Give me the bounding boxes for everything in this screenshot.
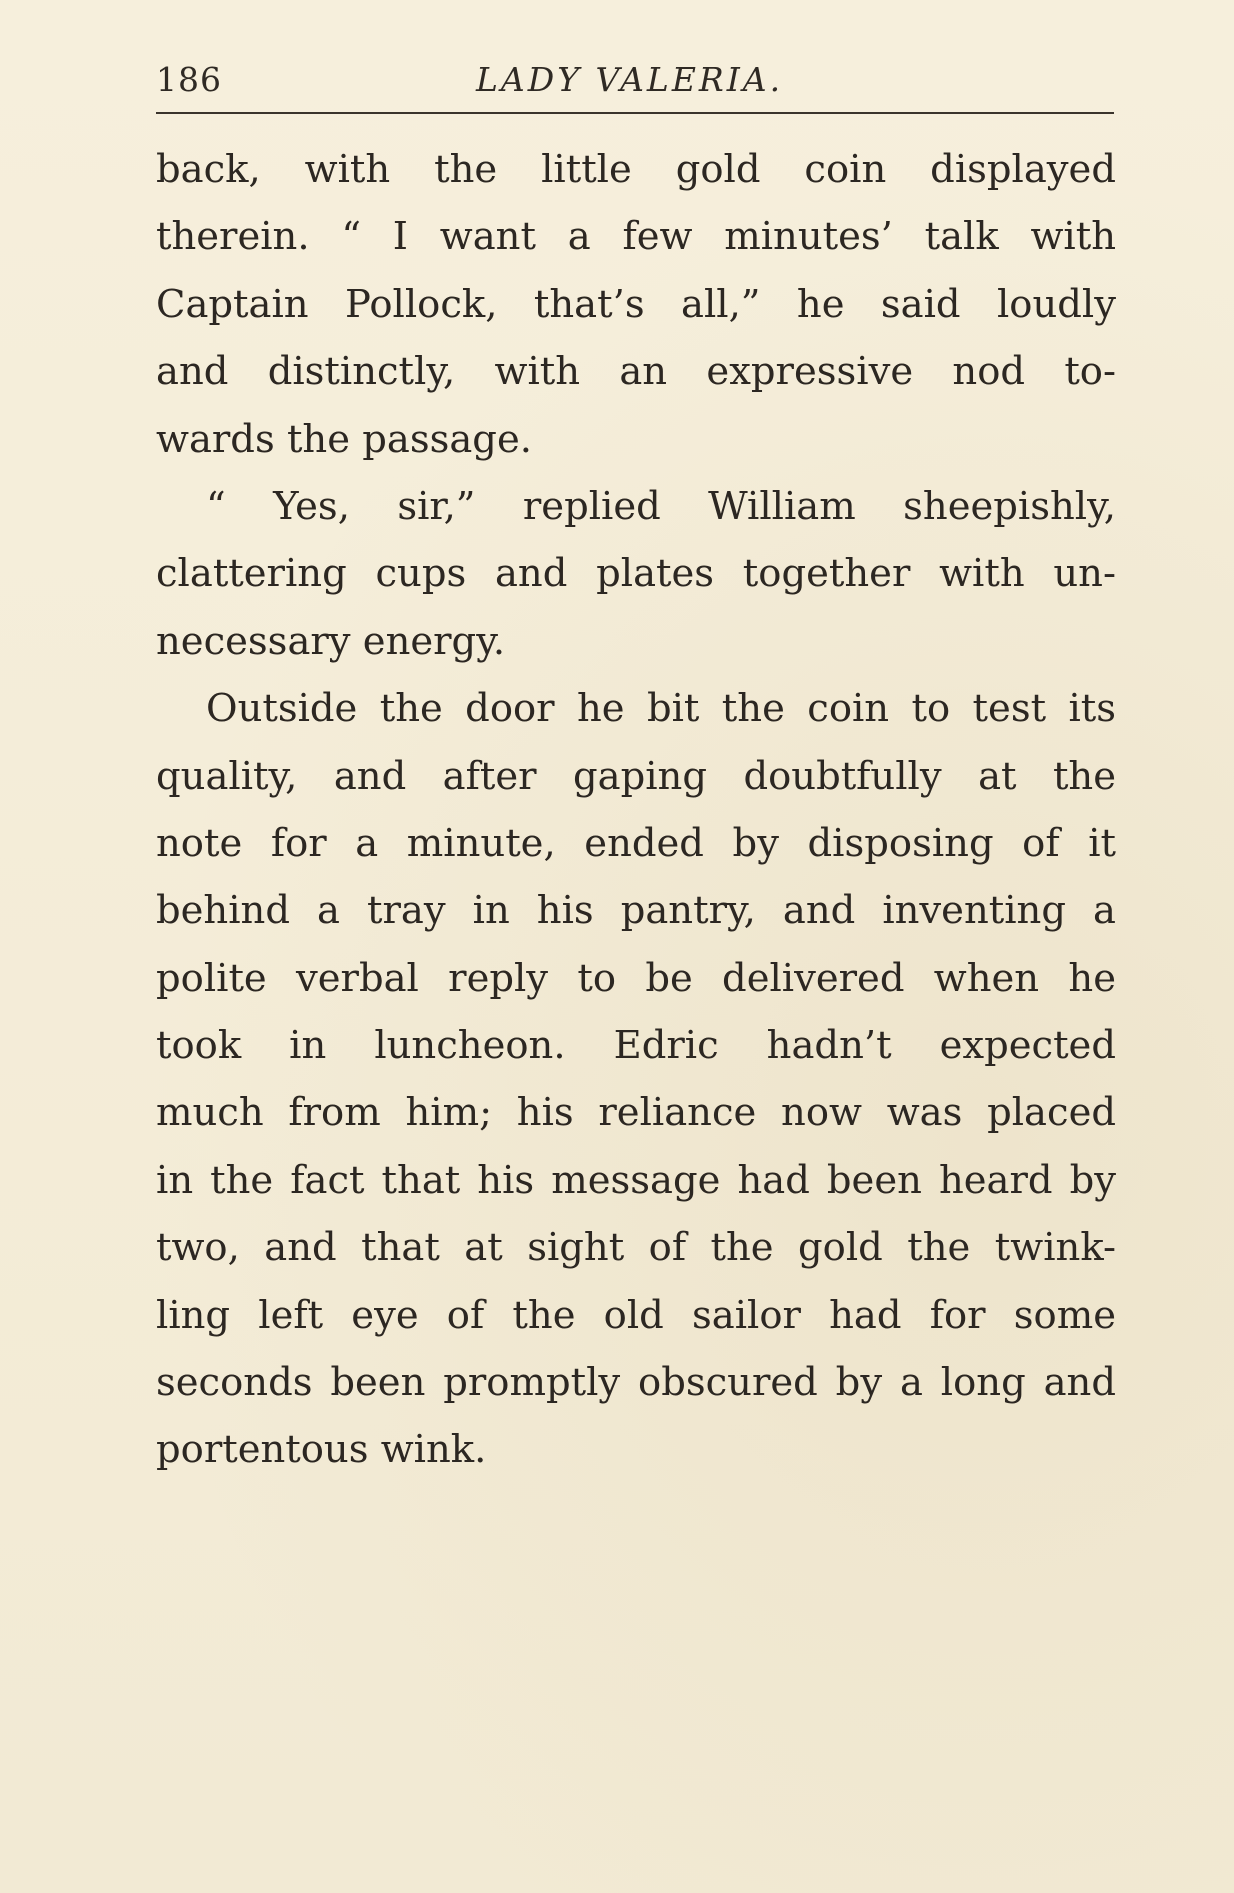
text-line: wards the passage. xyxy=(156,416,532,462)
text-line: therein. “ I want a few minutes’ talk with xyxy=(156,214,1116,260)
text-line: behind a tray in his pantry, and inventing a xyxy=(156,888,1116,934)
text-line: seconds been promptly obscured by a long and xyxy=(156,1360,1116,1406)
text-line: ling left eye of the old sailor had for some xyxy=(156,1292,1116,1338)
text-line: Captain Pollock, that’s all,” he said loudly xyxy=(156,281,1116,327)
text-line: portentous wink. xyxy=(156,1427,487,1473)
text-line: back, with the little gold coin displayed xyxy=(156,147,1116,192)
header-rule xyxy=(156,112,1114,114)
text-line: much from him; his reliance now was placed xyxy=(156,1090,1116,1136)
page-number: 186 xyxy=(156,60,222,99)
running-title: LADY VALERIA. xyxy=(476,60,784,99)
text-line: Outside the door he bit the coin to test its xyxy=(206,686,1116,732)
text-line: took in luncheon. Edric hadn’t expected xyxy=(156,1023,1116,1069)
page-header xyxy=(156,58,1116,108)
text-line: polite verbal reply to be delivered when he xyxy=(156,955,1116,1001)
text-line: necessary energy. xyxy=(156,618,506,664)
text-line: and distinctly, with an expressive nod to- xyxy=(156,349,1116,395)
text-line: two, and that at sight of the gold the twink- xyxy=(156,1225,1116,1271)
text-line: note for a minute, ended by disposing of it xyxy=(156,820,1116,866)
text-line: in the fact that his message had been heard by xyxy=(156,1157,1116,1203)
text-line: “ Yes, sir,” replied William sheepishly, xyxy=(206,483,1116,529)
body-text xyxy=(156,136,1116,1484)
text-line: clattering cups and plates together with un- xyxy=(156,551,1116,597)
text-line: quality, and after gaping doubtfully at the xyxy=(156,753,1116,799)
